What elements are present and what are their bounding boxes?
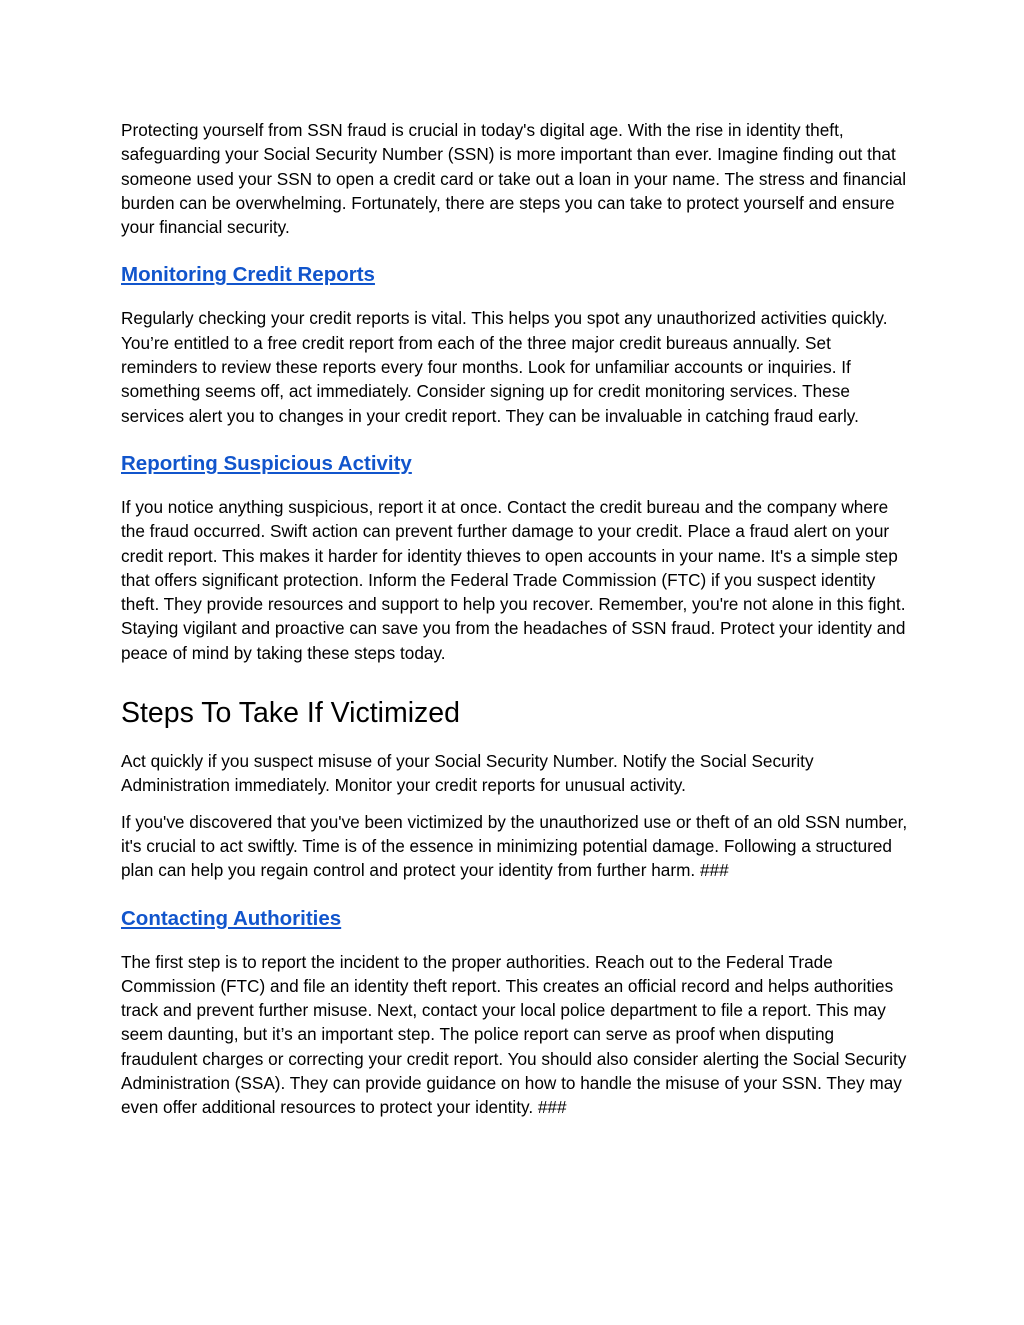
reporting-heading-link[interactable]: Reporting Suspicious Activity [121,451,412,475]
monitoring-heading-link[interactable]: Monitoring Credit Reports [121,263,375,287]
document-page [121,118,911,1120]
victimized-paragraph-1: Act quickly if you suspect misuse of your Social Security Number. Notify the Social Security Administration immediately. Monitor your credit reports for unusual activity. [121,751,814,796]
reporting-paragraph: If you notice anything suspicious, report it at once. Contact the credit bureau and the company where the fraud occurred. Swift action can prevent further damage to your credit. Place a fraud alert on your credit report. This makes it harder for identity thieves to open accounts in your name. It's a simple step that offers significant protection. Inform the Federal Trade Commission (FTC) if you suspect identity theft. They provide resources and support to help you recover. Remember, you're not alone in this fight. Staying vigilant and proactive can save you from the headaches of SSN fraud. Protect your identity and peace of mind by taking these steps today. [121,496,906,663]
authorities-paragraph: The first step is to report the incident to the proper authorities. Reach out to the Federal Trade Commission (FTC) and file an identity theft report. This creates an official record and helps authorities track and prevent further misuse. Next, contact your local police department to file a report. This may seem daunting, but it’s an important step. The police report can serve as proof when disputing fraudulent charges or correcting your credit report. You should also consider alerting the Social Security Administration (SSA). They can provide guidance on how to handle the misuse of your SSN. They may even offer additional resources to protect your identity. ### [121,951,907,1118]
monitoring-paragraph: Regularly checking your credit reports is vital. This helps you spot any unauthorized activities quickly. You’re entitled to a free credit report from each of the three major credit bureaus annually. Set reminders to review these reports every four months. Look for unfamiliar accounts or inquiries. If something seems off, act immediately. Consider signing up for credit monitoring services. These services alert you to changes in your credit report. They can be invaluable in catching fraud early. [121,308,888,426]
authorities-heading [121,905,911,933]
reporting-heading [121,450,911,478]
authorities-heading-link[interactable]: Contacting Authorities [121,906,342,930]
monitoring-heading [121,261,911,289]
victimized-paragraph-2: If you've discovered that you've been victimized by the unauthorized use or theft of an old SSN number, it's crucial to act swiftly. Time is of the essence in minimizing potential damage. Following a structured plan can help you regain control and protect your identity from further harm. ### [121,811,908,881]
intro-paragraph: Protecting yourself from SSN fraud is crucial in today's digital age. With the rise in identity theft, safeguarding your Social Security Number (SSN) is more important than ever. Imagine finding out that someone used your SSN to open a credit card or take out a loan in your name. The stress and financial burden can be overwhelming. Fortunately, there are steps you can take to protect yourself and ensure your financial security. [121,120,907,238]
victimized-heading: Steps To Take If Victimized [121,697,461,730]
